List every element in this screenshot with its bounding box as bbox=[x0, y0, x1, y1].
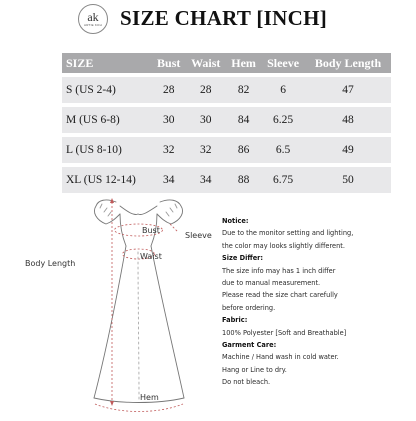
cell-body-length: 47 bbox=[305, 77, 391, 103]
size-differ-heading: Size Differ: bbox=[222, 254, 264, 263]
size-differ-line: due to manual measurement. bbox=[222, 279, 321, 288]
dress-outline-drawing bbox=[20, 192, 220, 416]
cell-bust: 30 bbox=[152, 107, 185, 133]
cell-body-length: 48 bbox=[305, 107, 391, 133]
logo-mark: ak bbox=[87, 10, 99, 24]
cell-size: XL (US 12-14) bbox=[62, 167, 152, 193]
cell-waist: 30 bbox=[185, 107, 226, 133]
column-header-size: SIZE bbox=[62, 53, 152, 73]
column-header-hem: Hem bbox=[226, 53, 261, 73]
size-table bbox=[62, 49, 391, 197]
fabric-line: 100% Polyester [Soft and Breathable] bbox=[222, 328, 347, 337]
garment-care-heading: Garment Care: bbox=[222, 341, 277, 350]
cell-bust: 28 bbox=[152, 77, 185, 103]
cell-size: S (US 2-4) bbox=[62, 77, 152, 103]
notice-line: Due to the monitor setting and lighting, bbox=[222, 229, 354, 238]
garment-care-line: Do not bleach. bbox=[222, 378, 271, 387]
size-differ-line: The size info may has 1 inch differ bbox=[222, 266, 336, 275]
dress-diagram bbox=[20, 192, 220, 416]
cell-bust: 32 bbox=[152, 137, 185, 163]
cell-bust: 34 bbox=[152, 167, 185, 193]
table-header-row bbox=[62, 53, 391, 73]
column-header-body-length: Body Length bbox=[305, 53, 391, 73]
waist-label: Waist bbox=[140, 252, 162, 261]
table-row bbox=[62, 167, 391, 193]
fabric-heading: Fabric: bbox=[222, 316, 248, 325]
cell-size: L (US 8-10) bbox=[62, 137, 152, 163]
logo-text: ARTIE KOH bbox=[84, 23, 102, 27]
cell-body-length: 49 bbox=[305, 137, 391, 163]
garment-care-line: Machine / Hand wash in cold water. bbox=[222, 353, 339, 362]
brand-logo bbox=[78, 4, 108, 34]
cell-sleeve: 6.75 bbox=[261, 167, 305, 193]
notice-line: the color may looks slightly different. bbox=[222, 241, 345, 250]
column-header-waist: Waist bbox=[185, 53, 226, 73]
cell-sleeve: 6.25 bbox=[261, 107, 305, 133]
notes-panel bbox=[222, 215, 412, 389]
sleeve-label: Sleeve bbox=[185, 231, 212, 240]
body-length-label: Body Length bbox=[25, 259, 76, 268]
size-differ-line: before ordering. bbox=[222, 303, 276, 312]
cell-hem: 82 bbox=[226, 77, 261, 103]
cell-hem: 84 bbox=[226, 107, 261, 133]
cell-sleeve: 6 bbox=[261, 77, 305, 103]
cell-hem: 88 bbox=[226, 167, 261, 193]
cell-body-length: 50 bbox=[305, 167, 391, 193]
table-row bbox=[62, 77, 391, 103]
cell-waist: 34 bbox=[185, 167, 226, 193]
table-row bbox=[62, 107, 391, 133]
size-differ-line: Please read the size chart carefully bbox=[222, 291, 338, 300]
bust-label: Bust bbox=[142, 226, 160, 235]
column-header-bust: Bust bbox=[152, 53, 185, 73]
cell-sleeve: 6.5 bbox=[261, 137, 305, 163]
cell-waist: 32 bbox=[185, 137, 226, 163]
hem-label: Hem bbox=[140, 393, 159, 402]
cell-hem: 86 bbox=[226, 137, 261, 163]
header bbox=[0, 0, 416, 42]
page-title: SIZE CHART [INCH] bbox=[120, 6, 328, 30]
garment-care-line: Hang or Line to dry. bbox=[222, 365, 287, 374]
notice-heading: Notice: bbox=[222, 217, 249, 225]
table-row bbox=[62, 137, 391, 163]
cell-size: M (US 6-8) bbox=[62, 107, 152, 133]
column-header-sleeve: Sleeve bbox=[261, 53, 305, 73]
cell-waist: 28 bbox=[185, 77, 226, 103]
